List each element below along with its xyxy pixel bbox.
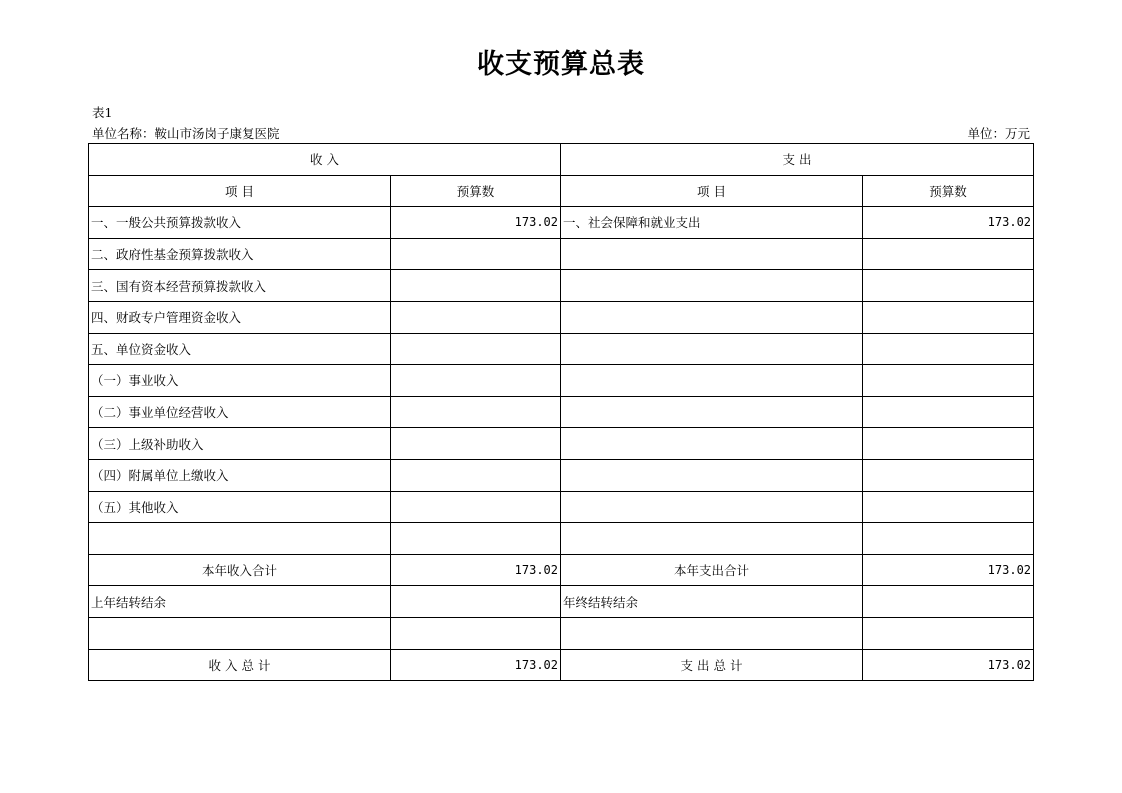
- income-item-label: （四）附属单位上缴收入: [89, 459, 391, 491]
- income-budget-value: [391, 428, 561, 460]
- expense-budget-value: 173.02: [863, 207, 1034, 239]
- table-row: [89, 238, 1034, 270]
- income-item-label: 五、单位资金收入: [89, 333, 391, 365]
- expense-item-label: [561, 459, 863, 491]
- expense-grand-total-value: 173.02: [863, 649, 1034, 681]
- table-row: [89, 301, 1034, 333]
- income-budget-value: [391, 396, 561, 428]
- year-total-row: [89, 554, 1034, 586]
- income-budget-value: [391, 365, 561, 397]
- income-year-total-label: 本年收入合计: [89, 554, 391, 586]
- income-carryover-value: [391, 586, 561, 618]
- income-budget-value: [391, 333, 561, 365]
- expense-item-label: [561, 491, 863, 523]
- expense-section-header: 支 出: [561, 144, 1034, 176]
- income-item-label: 三、国有资本经营预算拨款收入: [89, 270, 391, 302]
- unit-name: 单位名称：鞍山市汤岗子康复医院: [92, 126, 280, 141]
- expense-item-label: [561, 238, 863, 270]
- income-budget-value: [391, 491, 561, 523]
- expense-item-label: [561, 301, 863, 333]
- income-grand-total-value: 173.02: [391, 649, 561, 681]
- expense-budget-value: [863, 459, 1034, 491]
- expense-budget-value: [863, 396, 1034, 428]
- income-item-label: 二、政府性基金预算拨款收入: [89, 238, 391, 270]
- expense-carryover-value: [863, 586, 1034, 618]
- income-item-label: （五）其他收入: [89, 491, 391, 523]
- expense-budget-value: [863, 428, 1034, 460]
- table-row: [89, 523, 1034, 555]
- expense-budget-value: [863, 523, 1034, 555]
- income-section-header: 收 入: [89, 144, 561, 176]
- blank-row: [89, 617, 1034, 649]
- blank-cell: [89, 617, 391, 649]
- expense-item-label: [561, 333, 863, 365]
- income-budget-value: [391, 301, 561, 333]
- carryover-row: [89, 586, 1034, 618]
- income-budget-value: [391, 459, 561, 491]
- table-row: [89, 365, 1034, 397]
- income-item-label: （二）事业单位经营收入: [89, 396, 391, 428]
- section-header-row: [89, 144, 1034, 176]
- expense-budget-value: [863, 491, 1034, 523]
- expense-budget-value: [863, 238, 1034, 270]
- expense-item-label: [561, 523, 863, 555]
- table-row: [89, 459, 1034, 491]
- expense-item-label: [561, 365, 863, 397]
- income-carryover-label: 上年结转结余: [89, 586, 391, 618]
- income-budget-value: 173.02: [391, 207, 561, 239]
- expense-item-label: [561, 428, 863, 460]
- currency-unit: 单位：万元: [967, 126, 1030, 141]
- income-item-label: （三）上级补助收入: [89, 428, 391, 460]
- table-row: [89, 270, 1034, 302]
- income-item-label: 一、一般公共预算拨款收入: [89, 207, 391, 239]
- expense-budget-value: [863, 333, 1034, 365]
- budget-summary-table: [88, 143, 1034, 681]
- expense-budget-header: 预算数: [863, 175, 1034, 207]
- expense-budget-value: [863, 270, 1034, 302]
- income-year-total-value: 173.02: [391, 554, 561, 586]
- income-item-label: 四、财政专户管理资金收入: [89, 301, 391, 333]
- income-item-label: [89, 523, 391, 555]
- blank-cell: [391, 617, 561, 649]
- expense-carryover-label: 年终结转结余: [561, 586, 863, 618]
- income-item-label: （一）事业收入: [89, 365, 391, 397]
- expense-item-label: [561, 270, 863, 302]
- income-grand-total-label: 收 入 总 计: [89, 649, 391, 681]
- page-title: 收支预算总表: [477, 49, 645, 80]
- expense-budget-value: [863, 301, 1034, 333]
- column-header-row: [89, 175, 1034, 207]
- table-row: [89, 491, 1034, 523]
- expense-item-header: 项 目: [561, 175, 863, 207]
- expense-year-total-value: 173.02: [863, 554, 1034, 586]
- income-budget-value: [391, 270, 561, 302]
- income-budget-value: [391, 523, 561, 555]
- table-number: 表1: [92, 105, 113, 120]
- expense-item-label: 一、社会保障和就业支出: [561, 207, 863, 239]
- income-item-header: 项 目: [89, 175, 391, 207]
- data-rows: [89, 207, 1034, 555]
- expense-budget-value: [863, 365, 1034, 397]
- income-budget-value: [391, 238, 561, 270]
- blank-cell: [863, 617, 1034, 649]
- table-row: [89, 207, 1034, 239]
- table-row: [89, 333, 1034, 365]
- table-row: [89, 428, 1034, 460]
- expense-year-total-label: 本年支出合计: [561, 554, 863, 586]
- table-row: [89, 396, 1034, 428]
- expense-item-label: [561, 396, 863, 428]
- income-budget-header: 预算数: [391, 175, 561, 207]
- expense-grand-total-label: 支 出 总 计: [561, 649, 863, 681]
- blank-cell: [561, 617, 863, 649]
- grand-total-row: [89, 649, 1034, 681]
